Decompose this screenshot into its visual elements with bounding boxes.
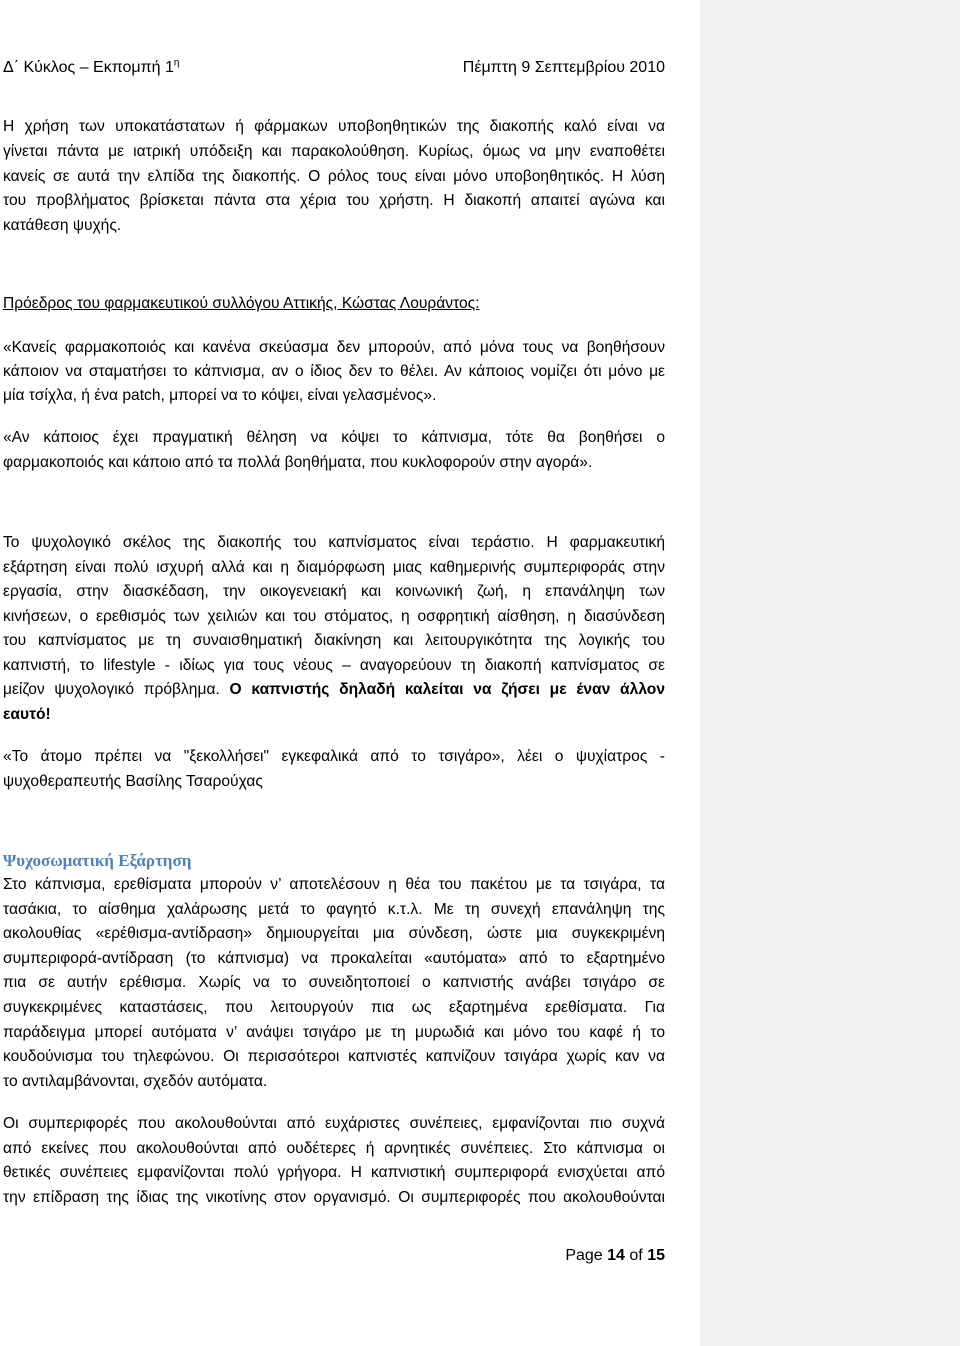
text-line [3, 678, 665, 703]
comment-margin-pane [700, 0, 960, 1346]
footer-current-page: 14 [607, 1247, 625, 1264]
text-line: του καπνίσματος με τη συναισθηματική διακίνηση και λειτουργικότητα της λογικής του [3, 632, 665, 650]
text-line: ψυχοθεραπευτής Βασίλης Τσαρούχας [3, 772, 263, 790]
text-line: τασάκια, το αίσθημα χαλάρωσης μετά το φαγητό κ.τ.λ. Με τη συνεχή επανάληψη της [3, 900, 665, 918]
president-caption-text: Πρόεδρος του φαρμακευτικού συλλόγου Αττικής, Κώστας Λουράντος: [3, 295, 480, 312]
text-line: θετικές συνέπειες εμφανίζονται πολύ γρήγορα. Η καπνιστική συμπεριφορά ενισχύεται από [3, 1164, 665, 1182]
text-line: από εκείνες που ακολουθούνται από ουδέτερες ή αρνητικές συνέπειες. Στο κάπνισμα οι [3, 1139, 665, 1157]
text-line [3, 703, 665, 728]
text-line: Στο κάπνισμα, ερεθίσματα μπορούν ν’ αποτελέσουν η θέα του πακέτου με τα τσιγάρα, τα [3, 876, 665, 893]
text-line: μία τσίχλα, ή ένα patch, μπορεί να το κόψει, είναι γελασμένος». [3, 387, 437, 404]
behaviour-paragraph [3, 1112, 665, 1211]
text-line: κάποιον να σταματήσει το κάπνισμα, αν ο ίδιος δεν το θέλει. Αν κάποιος νομίζει ότι μόνο με [3, 363, 665, 380]
footer-of-word: of [629, 1247, 643, 1264]
text-line: καπνιστή, το lifestyle - ιδίως για τους νέους – αναγορεύουν τη διακοπή καπνίσματος σε [3, 656, 665, 674]
text-line: παράδειγμα μπορεί αυτόματα ν’ ανάψει τσιγάρο με τη μυρωδιά και μόνο του καφέ ή το [3, 1023, 665, 1041]
header-episode-text: Δ΄ Κύκλος – Εκπομπή 1 [3, 59, 174, 76]
text-line: «Κανείς φαρμακοποιός και κανένα σκεύασμα δεν μπορούν, από μόνα τους να βοηθήσουν [3, 339, 665, 356]
psychosomatic-paragraph [3, 873, 665, 1094]
text-run: μείζον ψυχολογικό πρόβλημα. [3, 681, 230, 699]
page-header [3, 56, 665, 80]
text-line: «Το άτομο πρέπει να "ξεκολλήσει" εγκεφαλικά από το τσιγάρο», λέει ο ψυχίατρος - [3, 747, 665, 765]
text-line: Η χρήση των υποκατάστατων ή φάρμακων υποβοηθητικών της διακοπής καλό είναι να [3, 118, 665, 135]
text-line: του προβλήματος βρίσκεται πάντα στα χέρια του χρήστη. Η διακοπή απαιτεί αγώνα και [3, 192, 665, 210]
text-line: συγκεκριμένες καταστάσεις, που λειτουργούν πια ως εξαρτημένα ερεθίσματα. Για [3, 998, 665, 1016]
header-episode [3, 56, 179, 80]
text-line: συμπεριφορά-αντίδραση (το κάπνισμα) να προκαλείται «αυτόματα» από το εξαρτημένο [3, 949, 665, 967]
section-heading: Ψυχοσωματική Εξάρτηση [3, 851, 192, 870]
intro-paragraph [3, 115, 665, 239]
psychiatrist-quote [3, 744, 665, 794]
footer-page-word: Page [565, 1247, 603, 1264]
header-episode-superscript: η [173, 57, 180, 69]
text-line: ακολουθίας «ερέθισμα-αντίδραση» δημιουργείται μια σύνδεση, ώστε μια συγκεκριμένη [3, 925, 665, 943]
text-line: κανείς σε αυτά την ελπίδα της διακοπής. Ο ρόλος τους είναι μόνο υποβοηθητικός. Η λύση [3, 167, 665, 185]
text-line: Το ψυχολογικό σκέλος της διακοπής του καπνίσματος είναι τεράστιο. Η φαρμακευτική [3, 534, 665, 551]
text-line: πια σε αυτήν ερέθισμα. Χωρίς να το συνειδητοποιεί ο καπνιστής ανάβει τσιγάρο σε [3, 974, 665, 992]
text-line: εργασία, στην διασκέδαση, την οικογενειακή και κοινωνική ζωή, η επανάληψη των [3, 583, 665, 601]
text-line: εξάρτηση είναι πολύ ισχυρή αλλά και η διαμόρφωση μιας καθημερινής συμπεριφοράς στην [3, 558, 665, 576]
footer-total-pages: 15 [647, 1247, 665, 1264]
bold-text-run: Ο καπνιστής δηλαδή καλείται να ζήσει με έναν άλλον [229, 681, 665, 699]
text-line: κουδούνισμα του τηλεφώνου. Οι περισσότεροι καπνιστές καπνίζουν τσιγάρα χωρίς καν να [3, 1048, 665, 1066]
text-line: γίνεται πάντα με ιατρική υπόδειξη και παρακολούθηση. Κυρίως, όμως να μην εναποθέτει [3, 142, 665, 160]
pharmacist-quote-2 [3, 425, 665, 475]
bold-text-run: εαυτό! [3, 705, 51, 723]
header-date: Πέμπτη 9 Σεπτεμβρίου 2010 [462, 59, 665, 76]
text-line: την επίδραση της ίδιας της νικοτίνης στον οργανισμό. Οι συμπεριφορές που ακολουθούνται [3, 1189, 665, 1207]
psychology-paragraph [3, 531, 665, 728]
text-line: κινήσεων, ο ερεθισμός των χειλιών και του στόματος, η οσφρητική αίσθηση, η διασύνδεση [3, 607, 665, 625]
text-line: φαρμακοποιός και κάποιο από τα πολλά βοηθήματα, που κυκλοφορούν στην αγορά». [3, 453, 593, 471]
pharmacist-quote-1 [3, 336, 665, 408]
text-line: κατάθεση ψυχής. [3, 217, 122, 234]
text-line: «Αν κάποιος έχει πραγματική θέληση να κόψει το κάπνισμα, τότε θα βοηθήσει ο [3, 428, 665, 446]
text-line: το αντιλαμβάνονται, σχεδόν αυτόματα. [3, 1072, 268, 1090]
page-footer [3, 1244, 665, 1268]
president-caption [3, 292, 665, 317]
text-line: Οι συμπεριφορές που ακολουθούνται από ευχάριστες συνέπειες, εμφανίζονται πιο συχνά [3, 1115, 665, 1132]
